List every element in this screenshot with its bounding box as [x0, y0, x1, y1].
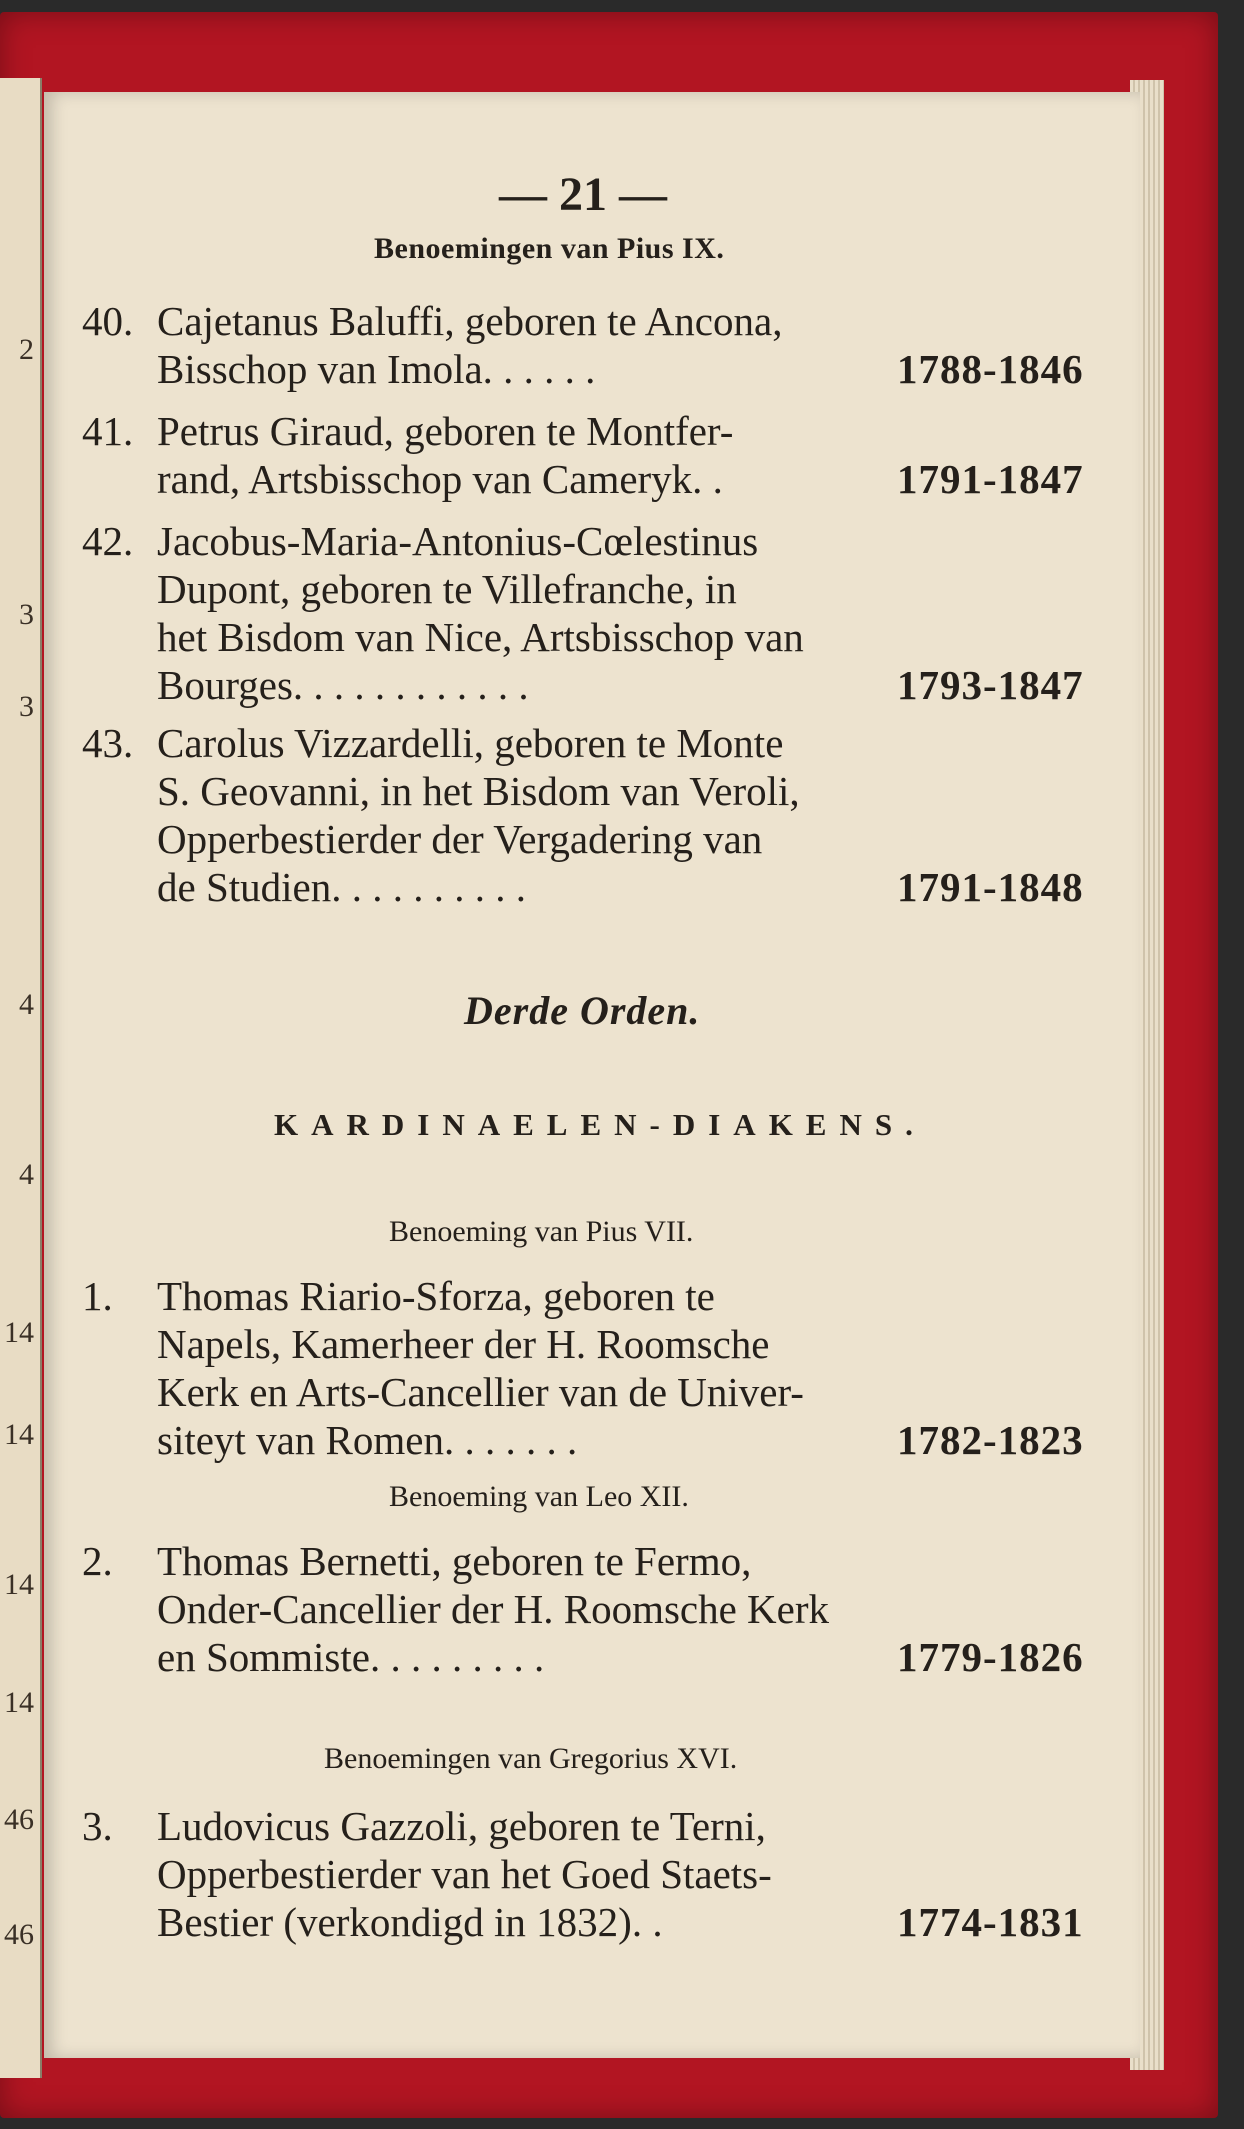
order-heading: Derde Orden.	[464, 988, 701, 1033]
entry-text: Bourges. . . . . . . . . . . .	[157, 662, 529, 708]
entry-date: 1791-1848	[897, 864, 1084, 910]
entry-text: Carolus Vizzardelli, geboren te Monte	[157, 720, 784, 766]
entry-text: Onder-Cancellier der H. Roomsche Kerk	[157, 1586, 830, 1632]
entry-text: de Studien. . . . . . . . . .	[157, 864, 526, 910]
entry-text: Thomas Riario-Sforza, geboren te	[157, 1273, 715, 1319]
entry-text: Bestier (verkondigd in 1832). .	[157, 1899, 663, 1945]
prev-page-number: 3	[19, 690, 34, 723]
page-number: — 21 —	[499, 168, 667, 221]
entry-text: Bisschop van Imola. . . . . .	[157, 346, 596, 392]
entry-date: 1788-1846	[897, 346, 1084, 392]
entry-text: S. Geovanni, in het Bisdom van Veroli,	[157, 768, 800, 814]
prev-page-number: 14	[4, 1686, 34, 1719]
entry-text: Kerk en Arts-Cancellier van de Univer-	[157, 1369, 804, 1415]
prev-page-number: 14	[4, 1568, 34, 1601]
entry-text: Dupont, geboren te Villefranche, in	[157, 566, 737, 612]
entry-number: 1.	[82, 1273, 113, 1319]
prev-page-number: 2	[19, 333, 34, 366]
entry-text: Jacobus-Maria-Antonius-Cœlestinus	[157, 518, 759, 564]
entry-text: het Bisdom van Nice, Artsbisschop van	[157, 614, 804, 660]
list-item	[82, 517, 1102, 709]
entry-text: Opperbestierder der Vergadering van	[157, 816, 763, 862]
entry-number: 40.	[82, 298, 134, 344]
section-heading: Benoeming van Pius VII.	[389, 1215, 694, 1248]
section-heading: Benoemingen van Pius IX.	[374, 232, 725, 265]
list-item	[82, 297, 1102, 393]
prev-page-number: 46	[4, 1918, 34, 1951]
previous-page-edge	[0, 78, 42, 2078]
section-heading: Benoemingen van Gregorius XVI.	[324, 1742, 738, 1775]
prev-page-number: 14	[4, 1418, 34, 1451]
section-heading: Benoeming van Leo XII.	[389, 1480, 689, 1513]
entry-text: Cajetanus Baluffi, geboren te Ancona,	[157, 298, 783, 344]
list-item	[82, 1802, 1102, 1946]
entry-text: Napels, Kamerheer der H. Roomsche	[157, 1321, 770, 1367]
list-item	[82, 719, 1102, 911]
prev-page-number: 4	[19, 988, 34, 1021]
category-heading: KARDINAELEN-DIAKENS.	[274, 1107, 926, 1142]
prev-page-number: 14	[4, 1316, 34, 1349]
list-item	[82, 1272, 1102, 1464]
list-item	[82, 1537, 1102, 1681]
entry-text: Ludovicus Gazzoli, geboren te Terni,	[157, 1803, 766, 1849]
prev-page-number: 3	[19, 598, 34, 631]
prev-page-number: 4	[19, 1158, 34, 1191]
prev-page-number: 46	[4, 1803, 34, 1836]
entry-text: en Sommiste. . . . . . . . .	[157, 1634, 545, 1680]
entry-text: rand, Artsbisschop van Cameryk. .	[157, 456, 723, 502]
entry-text: Opperbestierder van het Goed Staets-	[157, 1851, 772, 1897]
entry-text: Thomas Bernetti, geboren te Fermo,	[157, 1538, 752, 1584]
entry-text: siteyt van Romen. . . . . . .	[157, 1417, 578, 1463]
entry-number: 2.	[82, 1538, 113, 1584]
entry-number: 3.	[82, 1803, 113, 1849]
book-page	[44, 92, 1140, 2058]
entry-date: 1793-1847	[897, 662, 1084, 708]
entry-date: 1779-1826	[897, 1634, 1084, 1680]
entry-number: 41.	[82, 408, 134, 454]
entry-date: 1791-1847	[897, 456, 1084, 502]
entry-date: 1782-1823	[897, 1417, 1084, 1463]
entry-text: Petrus Giraud, geboren te Montfer-	[157, 408, 734, 454]
entry-number: 42.	[82, 518, 134, 564]
list-item	[82, 407, 1102, 503]
entry-date: 1774-1831	[897, 1899, 1084, 1945]
entry-number: 43.	[82, 720, 134, 766]
